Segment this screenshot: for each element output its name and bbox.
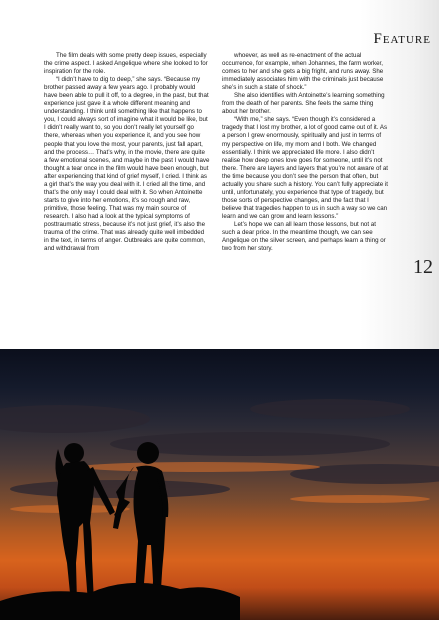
paragraph: Let’s hope we can all learn those lessons, but not at such a dear price. In the meantime though, we can see Angelique on the silver screen, and perhaps learn a thing or two from her story. bbox=[222, 220, 386, 253]
paragraph: She also identifies with Antoinette’s learning something from the death of her parents. She feels the same thing about her brother. bbox=[222, 92, 385, 116]
sunset-couple-photo bbox=[0, 349, 439, 620]
couple-silhouette-image bbox=[0, 349, 439, 620]
page-number: 12 bbox=[413, 256, 433, 278]
paragraph: The film deals with some pretty deep issues, especially the crime aspect. I asked Angelique where she looked to for inspiration for the role. bbox=[44, 52, 208, 76]
paragraph: “With me,” she says. “Even though it’s considered a tragedy that I lost my brother, a lot of good came out of it. As a person I grew enormously, spiritually and just in terms of my perspective on life, my mom and I both. We changed essentially. I think we appreciated life more. I also didn’t realise how deep ones love goes for someone, until it’s not there. There are layers and layers that you’re not aware of at the time because you don’t see the person that often, but actually you share such a history. You can’t fully appreciate it until, unfortunately, you experience that type of tragedy, but those sorts of perspective changes, and the fact that I believe that tragedies happen to us in such a way so we can learn and we can grow and learn lessons.” bbox=[222, 116, 389, 220]
article-column-left bbox=[44, 52, 210, 253]
paragraph: whoever, as well as re-enactment of the actual occurrence, for example, when Johannes, the farm worker, comes to her and she gets a big fright, and runs away. She immediately associates him with the criminals just because she’s in such a state of shock.” bbox=[222, 52, 384, 92]
article-column-right bbox=[222, 52, 390, 253]
paragraph: “I didn’t have to dig to deep,” she says. “Because my brother passed away a few years ago. I probably would have been able to pull it off, to a degree, in the past, but that experience just gave it a whole different meaning and understanding. I think until something like that happens to you, I could always sort of imagine what it would be like, but I didn’t really want to, so you don’t really let yourself go there, whereas when you experience it, and you see how people that you love the most, your parents, just fall apart, and the process… That’s why, in the movie, there are quite a few emotional scenes, and maybe in the past I would have thought a tear once in the film would have been enough, but after experiencing that kind of grief myself, I cried. I think as a girl that’s the way you deal with it. I cried all the time, and that’s the only way I could deal with it. So when Antoinette starts to give into her emotions, it’s so rough and raw, primitive, those feeling. That was my main source of research. I also had a look at the typical symptoms of posttraumatic stress, because it’s not just grief, it’s also the trauma of the crime. That was already quite well imbedded in the text, in terms of anger. Outbreaks are quite common, and withdrawal from bbox=[44, 76, 210, 253]
section-title: Feature bbox=[373, 31, 431, 47]
